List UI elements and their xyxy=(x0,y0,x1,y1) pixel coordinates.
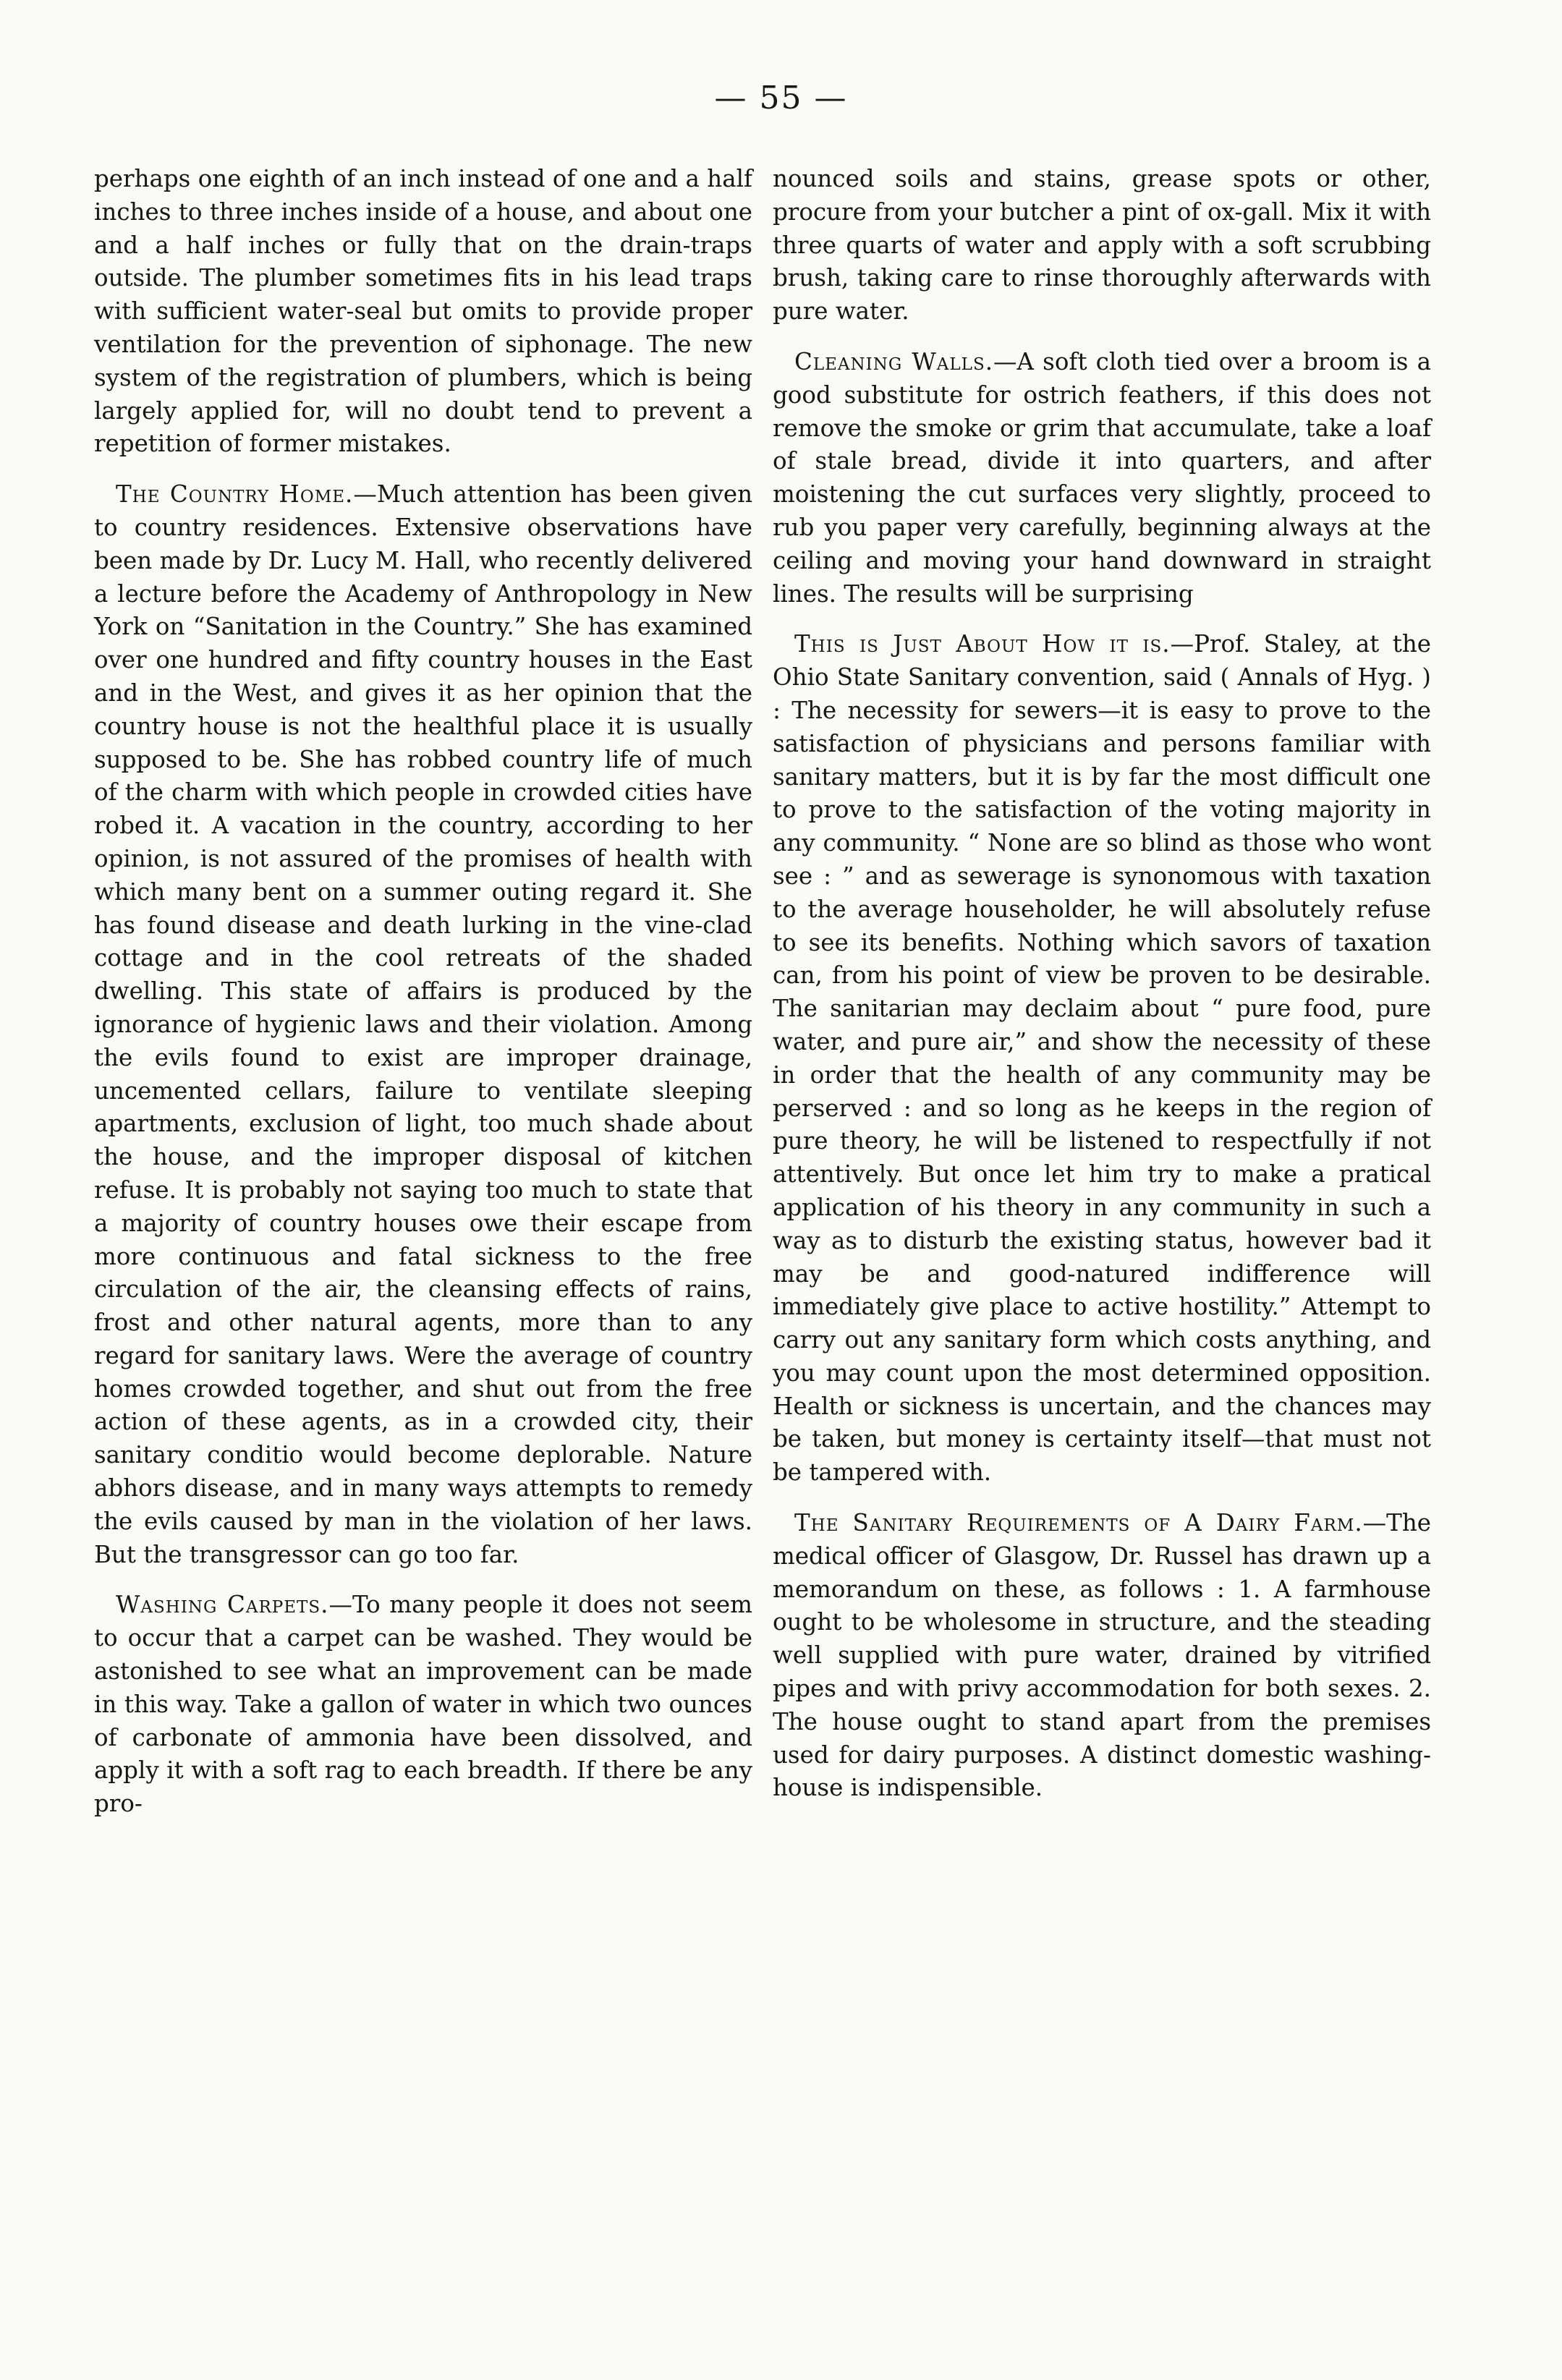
dairy-farm-paragraph xyxy=(773,1507,1431,1805)
country-home-text: —Much attention has been given to country residences. Extensive observations have been made by Dr. Lucy M. Hall, who recently delivered a lecture before the Academy of Anthropology in New York on “Sanitation in the Country.” She has examined over one hundred and fifty country houses in the East and in the West, and gives it as her opinion that the country house is not the healthful place it is usually supposed to be. She has robbed country life of much of the charm with which people in crowded cities have robed it. A vacation in the country, according to her opinion, is not assured of the promises of health with which many bent on a summer outing regard it. She has found disease and death lurking in the vine-clad cottage and in the cool retreats of the shaded dwelling. This state of affairs is produced by the ignorance of hygienic laws and their violation. Among the evils found to exist are improper drainage, uncemented cellars, failure to ventilate sleeping apartments, exclusion of light, too much shade about the house, and the improper disposal of kitchen refuse. It is probably not saying too much to state that a majority of country houses owe their escape from more continuous and fatal sickness to the free circulation of the air, the cleansing effects of rains, frost and other natural agents, more than to any regard for sanitary laws. Were the average of country homes crowded together, and shut out from the free action of these agents, as in a crowded city, their sanitary conditio would become deplorable. Nature abhors disease, and in many ways attempts to remedy the evils caused by man in the violation of her laws. But the transgressor can go too far. xyxy=(94,480,752,1568)
country-home-heading: The Country Home. xyxy=(116,480,354,509)
right-column xyxy=(773,163,1431,1822)
page-number: — 55 — xyxy=(714,80,848,116)
just-about-paragraph xyxy=(773,628,1431,1489)
dairy-farm-heading: The Sanitary Requirements of A Dairy Farm. xyxy=(794,1509,1363,1537)
carpets-continuation-paragraph: nounced soils and stains, grease spots or other, procure from your butcher a pint of ox-gall. Mix it with three quarts of water and apply with a soft scrubbing brush, taking care to rinse thoroughly afterwards with pure water. xyxy=(773,165,1431,326)
intro-paragraph: perhaps one eighth of an inch instead of one and a half inches to three inches inside of a house, and about one and a half inches or fully that on the drain-traps outside. The plumber sometimes fits in his lead traps with sufficient water-seal but omits to provide proper ventilation for the prevention of siphonage. The new system of the registration of plumbers, which is being largely applied for, will no doubt tend to prevent a repetition of former mistakes. xyxy=(94,165,752,458)
just-about-text: —Prof. Staley, at the Ohio State Sanitary convention, said ( Annals of Hyg. ) : The necessity for sewers—it is easy to prove to the satisfaction of physicians and persons familiar with sanitary matters, but it is by far the most difficult one to prove to the satisfaction of the voting majority in any community. “ None are so blind as those who wont see : ” and as sewerage is synonomous with taxation to the average householder, he will absolutely refuse to see its benefits. Nothing which savors of taxation can, from his point of view be proven to be desirable. The sanitarian may declaim about “ pure food, pure water, and pure air,” and show the necessity of these in order that the health of any community may be perserved : and so long as he keeps in the region of pure theory, he will be listened to respectfully if not attentively. But once let him try to make a pratical application of his theory in any community in such a way as to disturb the existing status, however bad it may be and good-natured indifference will immediately give place to active hostility.” Attempt to carry out any sanitary form which costs anything, and you may count upon the most determined opposition. Health or sickness is uncertain, and the chances may be taken, but money is certainty itself—that must not be tampered with. xyxy=(773,630,1432,1487)
dairy-farm-text: —The medical officer of Glasgow, Dr. Russel has drawn up a memorandum on these, as follows : 1. A farmhouse ought to be wholesome in structure, and the steading well supplied with pure water, drained by vitrified pipes and with privy accommodation for both sexes. 2. The house ought to stand apart from the premises used for dairy purposes. A distinct domestic washing-house is indispensible. xyxy=(773,1509,1431,1802)
washing-carpets-heading: Washing Carpets. xyxy=(116,1591,329,1619)
washing-carpets-text: —To many people it does not seem to occur that a carpet can be washed. They would be astonished to see what an improvement can be made in this way. Take a gallon of water in which two ounces of carbonate of ammonia have been dissolved, and apply it with a soft rag to each breadth. If there be any pro- xyxy=(94,1591,752,1818)
left-column xyxy=(94,163,752,1838)
country-home-paragraph xyxy=(94,478,752,1571)
washing-carpets-paragraph xyxy=(94,1589,752,1821)
just-about-heading: This is Just About How it is. xyxy=(794,630,1171,658)
cleaning-walls-paragraph xyxy=(773,346,1431,611)
cleaning-walls-heading: Cleaning Walls. xyxy=(794,347,994,375)
cleaning-walls-text: —A soft cloth tied over a broom is a good substitute for ostrich feathers, if this does not remove the smoke or grim that accumulate, take a loaf of stale bread, divide it into quarters, and after moistening the cut surfaces very slightly, proceed to rub you paper very carefully, beginning always at the ceiling and moving your hand downward in straight lines. The results will be surprising xyxy=(773,347,1431,608)
